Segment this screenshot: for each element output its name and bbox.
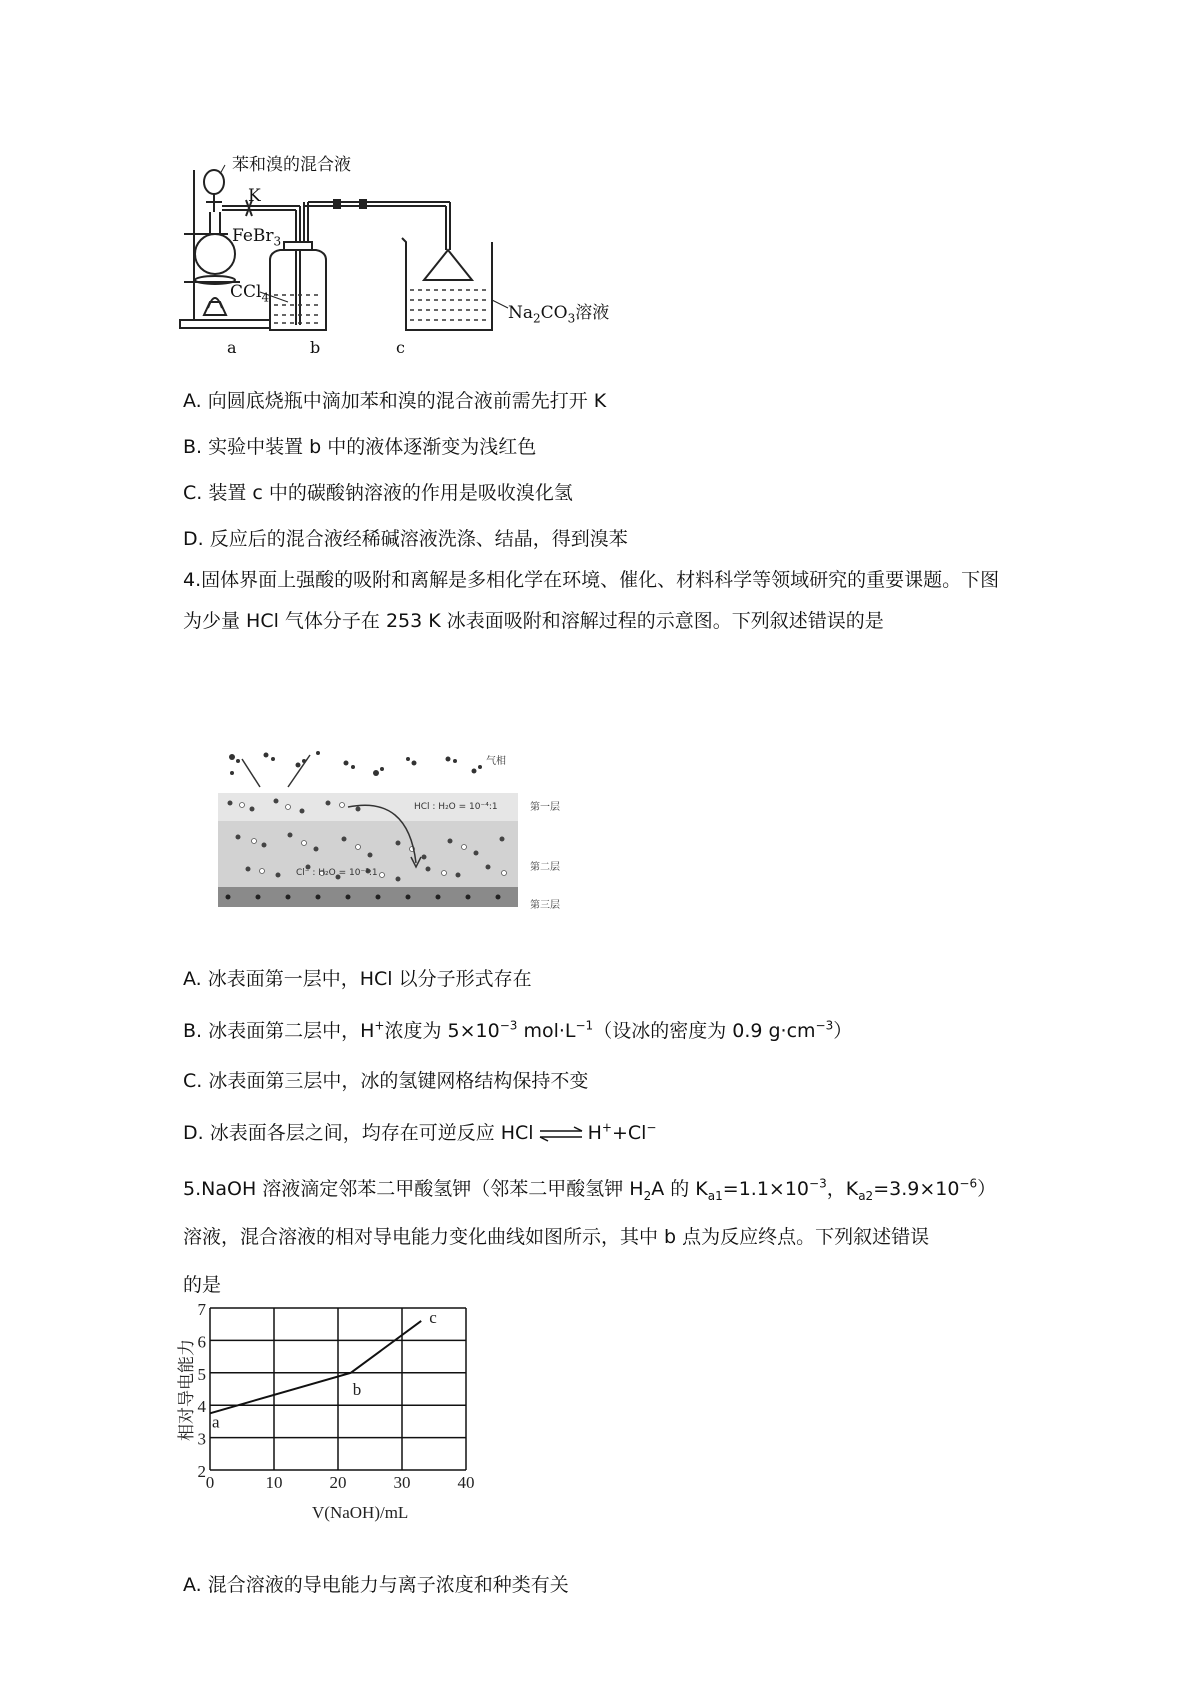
apparatus-figure — [180, 150, 560, 390]
apparatus-label-funnel: 苯和溴的混合液 — [232, 155, 351, 175]
conductivity-chart — [177, 1300, 540, 1522]
chart-x-label: V(NaOH)/mL — [312, 1503, 409, 1522]
point-label-a: a — [212, 1412, 220, 1432]
y-tick-label: 2 — [197, 1462, 206, 1481]
chart-y-ticks — [198, 1300, 207, 1481]
q4-option-d: D. 冰表面各层之间，均存在可逆反应 HCl H++Cl− — [183, 1120, 657, 1144]
ice-ratio-1: HCl : H₂O = 10⁻⁴:1 — [414, 802, 498, 812]
q5-stem-line1: 5.NaOH 溶液滴定邻苯二甲酸氢钾（邻苯二甲酸氢钾 $H_2A$ 的 $K_{a1}=1.1\times 10^{-3}$，$K_{a2}=3.9\times 10^{-6}$） — [183, 1176, 997, 1203]
y-tick-label: 5 — [197, 1364, 206, 1384]
q3-option-c: C. 装置 c 中的碳酸钠溶液的作用是吸收溴化氢 — [183, 482, 573, 504]
point-label-c: c — [429, 1307, 437, 1327]
ice-label-gas: 气相 — [486, 756, 506, 767]
point-label-b: b — [352, 1379, 362, 1399]
ice-label-layer1: 第一层 — [530, 802, 560, 813]
ice-surface-figure — [218, 745, 548, 920]
apparatus-label-catalyst: FeBr$_3$ — [232, 226, 282, 249]
apparatus-label-b: b — [310, 338, 321, 357]
apparatus-label-k: K — [248, 186, 261, 206]
q4-option-c: C. 冰表面第三层中，冰的氢键网格结构保持不变 — [183, 1070, 589, 1092]
ice-ratio-2: Cl⁻ : H₂O = 10⁻³:1 — [296, 868, 378, 878]
ice-label-layer2: 第二层 — [530, 862, 560, 873]
chart-x-ticks — [206, 1473, 475, 1492]
ice-label-layer3: 第三层 — [530, 900, 560, 911]
q3-option-d: D. 反应后的混合液经稀碱溶液洗涤、结晶，得到溴苯 — [183, 528, 628, 550]
x-tick-label: 40 — [457, 1473, 475, 1492]
y-tick-label: 7 — [197, 1300, 206, 1319]
apparatus-label-na2co3: $Na_2CO_3$溶液 — [508, 303, 610, 326]
reversible-arrow-icon — [538, 1127, 584, 1141]
q5-stem-line3: 的是 — [183, 1274, 222, 1296]
q3-option-b: B. 实验中装置 b 中的液体逐渐变为浅红色 — [183, 436, 537, 458]
q4-stem: 4.固体界面上强酸的吸附和离解是多相化学在环境、催化、材料科学等领域研究的重要课题。下图为少量 HCl 气体分子在 253 K 冰表面吸附和溶解过程的示意图。下列叙述错误的是 — [183, 569, 1000, 632]
y-tick-label: 6 — [197, 1332, 206, 1352]
conductivity-curve — [210, 1321, 421, 1413]
q5-stem-line2: 溶液，混合溶液的相对导电能力变化曲线如图所示，其中 b 点为反应终点。下列叙述错误 — [183, 1226, 930, 1248]
q3-option-a: A. 向圆底烧瓶中滴加苯和溴的混合液前需先打开 K — [183, 390, 607, 412]
apparatus-label-ccl4: CCl$_4$ — [230, 282, 270, 305]
q5-option-a: A. 混合溶液的导电能力与离子浓度和种类有关 — [183, 1574, 569, 1596]
apparatus-label-c: c — [396, 338, 405, 357]
q4-option-b: B. 冰表面第二层中，H+浓度为 $5\times 10^{-3}$ $mol\cdot L^{-1}$（设冰的密度为 0.9 $g\cdot cm^{-3}$） — [183, 1018, 853, 1042]
x-tick-label: 30 — [393, 1473, 411, 1492]
x-tick-label: 20 — [329, 1473, 347, 1492]
chart-y-label: 相对导电能力 — [177, 1339, 196, 1441]
y-tick-label: 3 — [197, 1429, 206, 1449]
apparatus-label-a: a — [227, 338, 237, 357]
y-tick-label: 4 — [197, 1397, 206, 1417]
chart-grid — [210, 1308, 466, 1470]
x-tick-label: 0 — [205, 1473, 215, 1492]
x-tick-label: 10 — [265, 1473, 283, 1492]
chart-annotations — [212, 1308, 437, 1431]
q4-option-a: A. 冰表面第一层中，HCl 以分子形式存在 — [183, 968, 532, 990]
